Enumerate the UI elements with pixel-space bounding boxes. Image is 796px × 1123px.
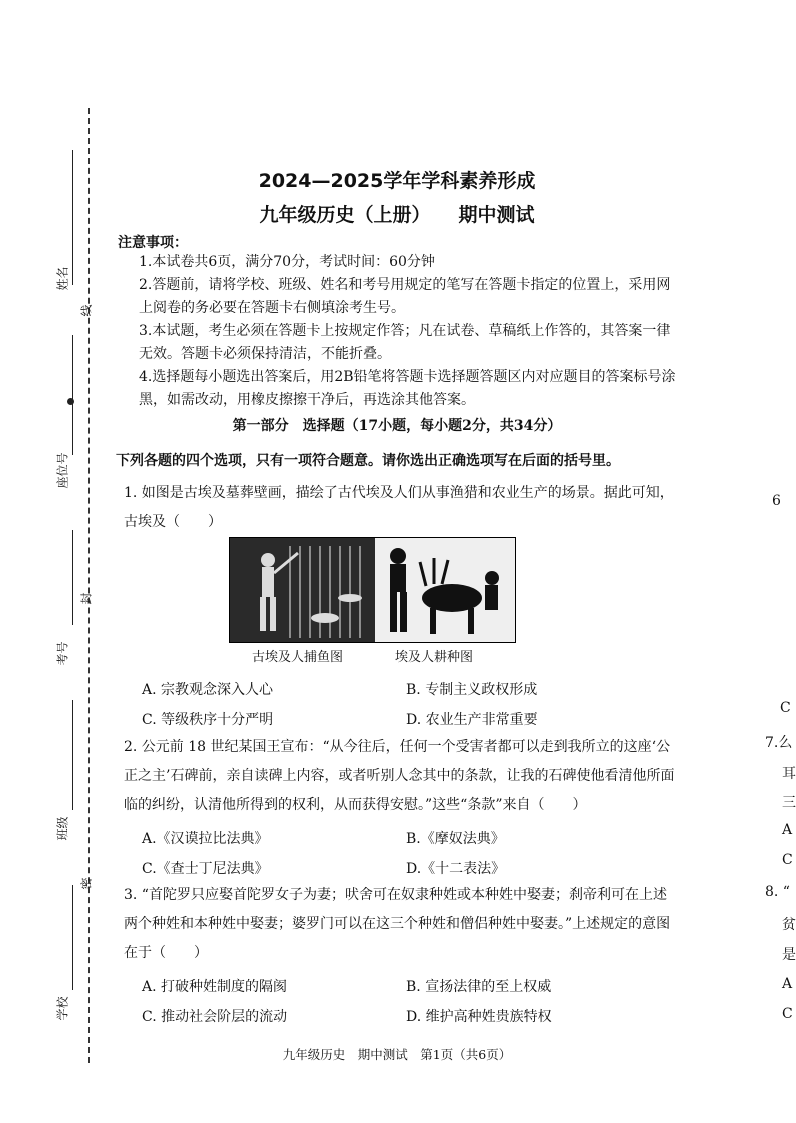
- q3-option-c: C. 推动社会阶层的流动: [142, 1009, 288, 1025]
- side-label-exam-number: 考号: [55, 641, 70, 666]
- edge-char-8: 8. “: [765, 884, 790, 900]
- q1-option-b: B. 专制主义政权形成: [406, 682, 538, 698]
- edge-char-5: 三: [782, 795, 796, 811]
- side-label-name: 姓名: [55, 266, 70, 291]
- side-label-school: 学校: [55, 996, 70, 1021]
- exam-title-line2: [0, 200, 794, 227]
- exam-title-line1: 2024—2025学年学科素养形成: [258, 170, 536, 192]
- notice-item-3: 3.本试题，考生必须在答题卡上按规定作答；凡在试卷、草稿纸上作答的，其答案一律无效。答题卡必须保持清洁，不能折叠。: [139, 323, 671, 362]
- edge-char-6: A: [782, 822, 793, 838]
- q2-option-d: D.《十二表法》: [406, 861, 506, 877]
- exam-number-line: [72, 530, 73, 625]
- edge-char-1: 6: [772, 493, 781, 509]
- mural-illustration: [230, 538, 515, 642]
- exam-type: 期中测试: [458, 204, 535, 226]
- notice-heading: 注意事项：: [118, 235, 188, 251]
- edge-char-7: C: [782, 852, 793, 868]
- edge-char-12: C: [782, 1006, 793, 1022]
- q3-option-a: A. 打破种姓制度的隔阂: [142, 979, 288, 995]
- section-title: 第一部分 选择题（17小题，每小题2分，共34分）: [232, 418, 562, 434]
- school-line: [72, 885, 73, 990]
- side-label-class: 班级: [55, 816, 70, 841]
- q1-option-c: C. 等级秩序十分严明: [142, 712, 274, 728]
- edge-char-2: C: [780, 700, 791, 716]
- exam-subject: 九年级历史（上册）: [259, 204, 431, 226]
- q1-option-a: A. 宗教观念深入人心: [142, 682, 274, 698]
- caption-fishing: 古埃及人捕鱼图: [252, 650, 344, 665]
- caption-farming: 埃及人耕种图: [395, 650, 474, 665]
- class-line: [72, 700, 73, 810]
- notice-item-2: 2.答题前，请将学校、班级、姓名和考号用规定的笔写在答题卡指定的位置上，采用网上阅卷的务必要在答题卡右侧填涂考生号。: [139, 277, 671, 316]
- edge-char-9: 贫: [782, 917, 796, 933]
- seal-mark-feng: 封: [79, 592, 94, 605]
- q3-option-b: B. 宣扬法律的至上权威: [406, 979, 552, 995]
- page-footer: 九年级历史 期中测试 第1页（共6页）: [282, 1047, 512, 1062]
- edge-char-3: 7.么: [765, 735, 793, 751]
- edge-char-4: 耳: [782, 766, 796, 782]
- question-3-stem: 3. “首陀罗只应娶首陀罗女子为妻；吠舍可在奴隶种姓或本种姓中娶妻；刹帝利可在上述两个种姓和本种姓中娶妻；婆罗门可以在这三个种姓和僧侣种姓中娶妻。”上述规定的意图在于（ ）: [124, 887, 671, 961]
- edge-char-11: A: [782, 976, 793, 992]
- q2-option-c: C.《查士丁尼法典》: [142, 861, 269, 877]
- seal-mark-mi: 密: [79, 877, 94, 890]
- section-intro: 下列各题的四个选项，只有一项符合题意。请你选出正确选项写在后面的括号里。: [116, 453, 620, 469]
- q1-option-d: D. 农业生产非常重要: [406, 712, 538, 728]
- seal-dot: [67, 398, 74, 405]
- q2-option-b: B.《摩奴法典》: [406, 831, 505, 847]
- side-label-seat: 座位号: [55, 452, 70, 489]
- question-2-stem: 2. 公元前 18 世纪某国王宣布：“从今往后，任何一个受害者都可以走到我所立的这座‘公正之主’石碑前，亲自读碑上内容，或者听别人念其中的条款，让我的石碑使他看清他所面临的纠纷，认清他所得到的权利，从而获得安慰。”这些“条款”来自（ ）: [124, 739, 675, 813]
- edge-char-10: 是: [782, 947, 796, 963]
- seat-line: [72, 335, 73, 455]
- binding-dashed-line: [88, 108, 90, 1063]
- q3-option-d: D. 维护高种姓贵族特权: [406, 1009, 552, 1025]
- question-1-stem: 1. 如图是古埃及墓葬壁画，描绘了古代埃及人们从事渔猎和农业生产的场景。据此可知，古埃及（ ）: [124, 485, 674, 530]
- q2-option-a: A.《汉谟拉比法典》: [142, 831, 269, 847]
- notice-item-4: 4.选择题每小题选出答案后，用2B铅笔将答题卡选择题答题区内对应题目的答案标号涂黑，如需改动，用橡皮擦擦干净后，再选涂其他答案。: [139, 369, 676, 408]
- notice-item-1: 1.本试卷共6页，满分70分，考试时间：60分钟: [139, 254, 435, 270]
- seal-mark-xian: 线: [79, 304, 94, 317]
- egyptian-mural-image: [229, 537, 516, 643]
